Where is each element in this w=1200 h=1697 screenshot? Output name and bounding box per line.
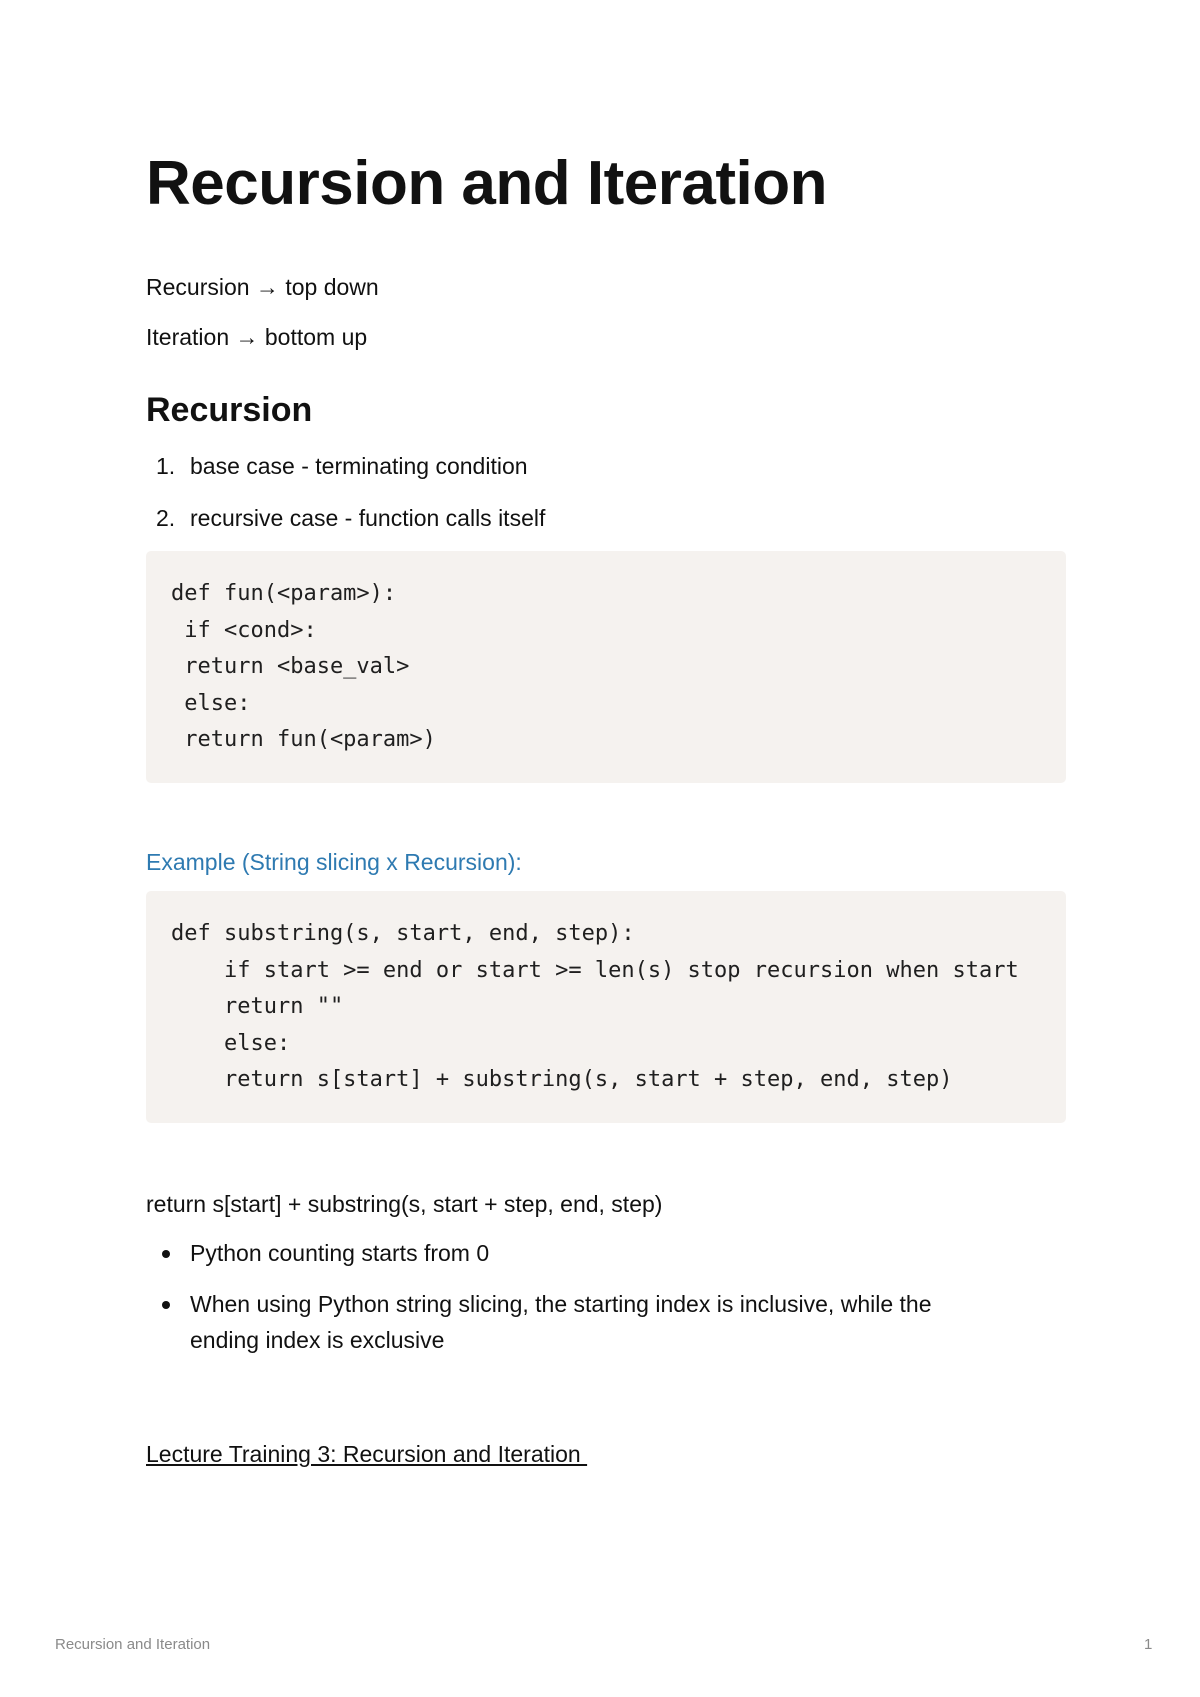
code-block-example[interactable] [146, 891, 1066, 1123]
return-line: return s[start] + substring(s, start + step, end, step) [146, 1191, 663, 1217]
code-line: else: [171, 1031, 291, 1056]
code-line: def substring(s, start, end, step): [171, 921, 635, 946]
footer-doc-title: Recursion and Iteration [55, 1636, 211, 1653]
example-label: Example (String slicing x Recursion): [146, 849, 522, 875]
bullet-text: ending index is exclusive [190, 1327, 445, 1353]
bullet-dot [162, 1250, 170, 1258]
recursion-heading: Recursion [146, 391, 313, 429]
code-line: return <base_val> [171, 654, 410, 679]
list-item-text: base case - terminating condition [190, 453, 528, 479]
code-line: else: [171, 691, 251, 716]
list-number: 2. [156, 505, 176, 531]
code-line: if <cond>: [171, 618, 317, 643]
code-block-template[interactable] [146, 551, 1066, 783]
lecture-training-link[interactable]: Lecture Training 3: Recursion and Iteration [146, 1441, 588, 1467]
code-line: return "" [171, 994, 344, 1019]
bullet-text: Python counting starts from 0 [190, 1240, 490, 1266]
code-line: return fun(<param>) [171, 727, 436, 752]
bullet-dot [162, 1301, 170, 1309]
list-number: 1. [156, 453, 176, 479]
page-title: Recursion and Iteration [146, 149, 827, 218]
bullet-text: When using Python string slicing, the starting index is inclusive, while the [190, 1291, 932, 1317]
list-item-text: recursive case - function calls itself [190, 505, 546, 531]
code-line: def fun(<param>): [171, 581, 397, 606]
code-line: return s[start] + substring(s, start + step, end, step) [171, 1067, 953, 1092]
code-line: if start >= end or start >= len(s) stop recursion when start [171, 958, 1019, 983]
footer-page-number: 1 [1144, 1636, 1153, 1653]
intro-recursion-line: Recursion → top down [146, 274, 379, 300]
intro-iteration-line: Iteration → bottom up [146, 324, 368, 350]
